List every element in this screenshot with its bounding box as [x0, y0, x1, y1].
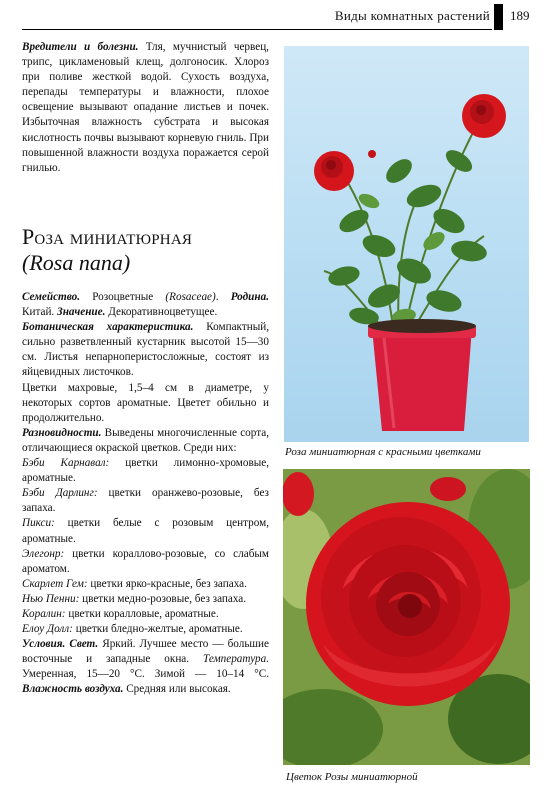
light-text: Яркий. Лучшее место — большие восточные и западные окна.	[22, 638, 270, 666]
family-label: Семейство.	[22, 291, 80, 303]
photo-potted-rose	[284, 46, 529, 442]
cultivar-desc: цветки оранжево-розовые, без запаха.	[22, 487, 269, 515]
cultivar-desc: цветки кораллово-розовые, со слабым ароматом.	[22, 547, 269, 575]
cultivar-item	[22, 577, 269, 592]
cultivar-name: Нью Пенни:	[22, 592, 80, 605]
cultivar-item	[22, 607, 269, 622]
intro-paragraph	[22, 40, 269, 176]
botanic-label: Ботаническая характеристика.	[22, 321, 194, 334]
cultivar-item	[22, 486, 269, 516]
cultivar-item	[22, 547, 269, 577]
conditions-paragraph	[22, 637, 269, 697]
family-text: Розоцветные	[80, 291, 166, 303]
cultivar-desc: цветки белые с розовым центром, ароматные.	[22, 517, 269, 545]
value-label: Значение.	[57, 306, 106, 319]
pests-text: Тля, мучнистый червец, трипс, цикламеновый клещ, долгоносик. Хлороз при поливе жесткой водой. Сухость воздуха, перепады температуры и влажности, плохое освещение вызывают опадание листьев и почек. Избыточная влажность субстрата и высокая кислотность почвы вызывают корневую гниль. При повышенной влажности воздуха поражается серой гнилью.	[22, 41, 269, 174]
family-paragraph	[22, 290, 269, 320]
species-heading	[22, 224, 282, 276]
cultivar-name: Коралин:	[22, 607, 66, 620]
running-header-title: Виды комнатных растений	[334, 8, 490, 23]
species-description	[22, 290, 269, 698]
cultivar-name: Пикси:	[22, 517, 55, 530]
cultivar-name: Бэби Дарлинг:	[22, 487, 98, 500]
header-bar	[494, 4, 503, 30]
varieties-text: Выведены многочисленные сорта, отличающиеся окраской цветков. Среди них:	[22, 426, 269, 454]
varieties-paragraph	[22, 426, 269, 456]
cultivar-name: Скарлет Гем:	[22, 577, 88, 590]
cultivar-desc: цветки медно-розовые, без запаха.	[79, 592, 247, 605]
homeland-text: Китай.	[22, 306, 58, 319]
cultivar-item	[22, 516, 269, 546]
family-latin: (Rosaceae)	[165, 291, 216, 303]
pests-label: Вредители и болезни.	[22, 41, 139, 53]
cultivar-desc: цветки ярко-красные, без запаха.	[87, 577, 247, 590]
rose-flower	[462, 94, 506, 138]
header-rule	[22, 29, 492, 30]
photo-rose-closeup	[283, 469, 530, 765]
humidity-label: Влажность воздуха.	[22, 683, 124, 696]
varieties-label: Разновидности.	[22, 426, 102, 439]
value-text: Декоративноцветущее.	[105, 306, 218, 319]
flowers-paragraph: Цветки махровые, 1,5–4 см в диаметре, у некоторых сортов ароматные. Цветет обильно и продолжительно.	[22, 381, 269, 424]
potted-rose-illustration	[284, 46, 529, 442]
cultivar-item	[22, 592, 269, 607]
light-label: Свет.	[65, 638, 99, 651]
conditions-label: Условия.	[22, 638, 66, 651]
rose-flower	[314, 151, 354, 191]
cultivar-name: Бэби Карнавал:	[22, 457, 110, 470]
botanic-text: Компактный, сильно разветвленный кустарник высотой 15—30 см. Листья непарноперистосложные, состоят из яйцевидных листочков.	[22, 321, 269, 379]
cultivar-name: Элегонр:	[22, 547, 65, 560]
page-number: 189	[510, 8, 530, 23]
family-end: .	[215, 291, 231, 303]
temperature-text: Умеренная, 15—20 °С. Зимой — 10–14 °С.	[22, 668, 269, 681]
humidity-text: Средняя или высокая.	[123, 683, 231, 696]
homeland-label: Родина.	[230, 291, 269, 303]
rose-closeup-illustration	[283, 469, 530, 765]
species-title-ru: Роза миниатюрная	[22, 224, 193, 249]
photo1-caption: Роза миниатюрная с красными цветками	[285, 446, 481, 458]
cultivar-desc: цветки бледно-желтые, ароматные.	[72, 623, 243, 636]
cultivar-item	[22, 456, 269, 486]
cultivar-desc: цветки лимонно-хромовые, ароматные.	[22, 457, 270, 485]
cultivar-desc: цветки коралловые, ароматные.	[65, 607, 219, 620]
cultivar-item	[22, 622, 269, 637]
botanic-paragraph	[22, 320, 269, 380]
photo2-caption: Цветок Розы миниатюрной	[286, 771, 418, 783]
temperature-label: Температура.	[203, 653, 269, 666]
cultivar-name: Елоу Долл:	[22, 623, 73, 636]
running-header	[0, 0, 550, 34]
species-title-latin: (Rosa nana)	[22, 250, 131, 275]
